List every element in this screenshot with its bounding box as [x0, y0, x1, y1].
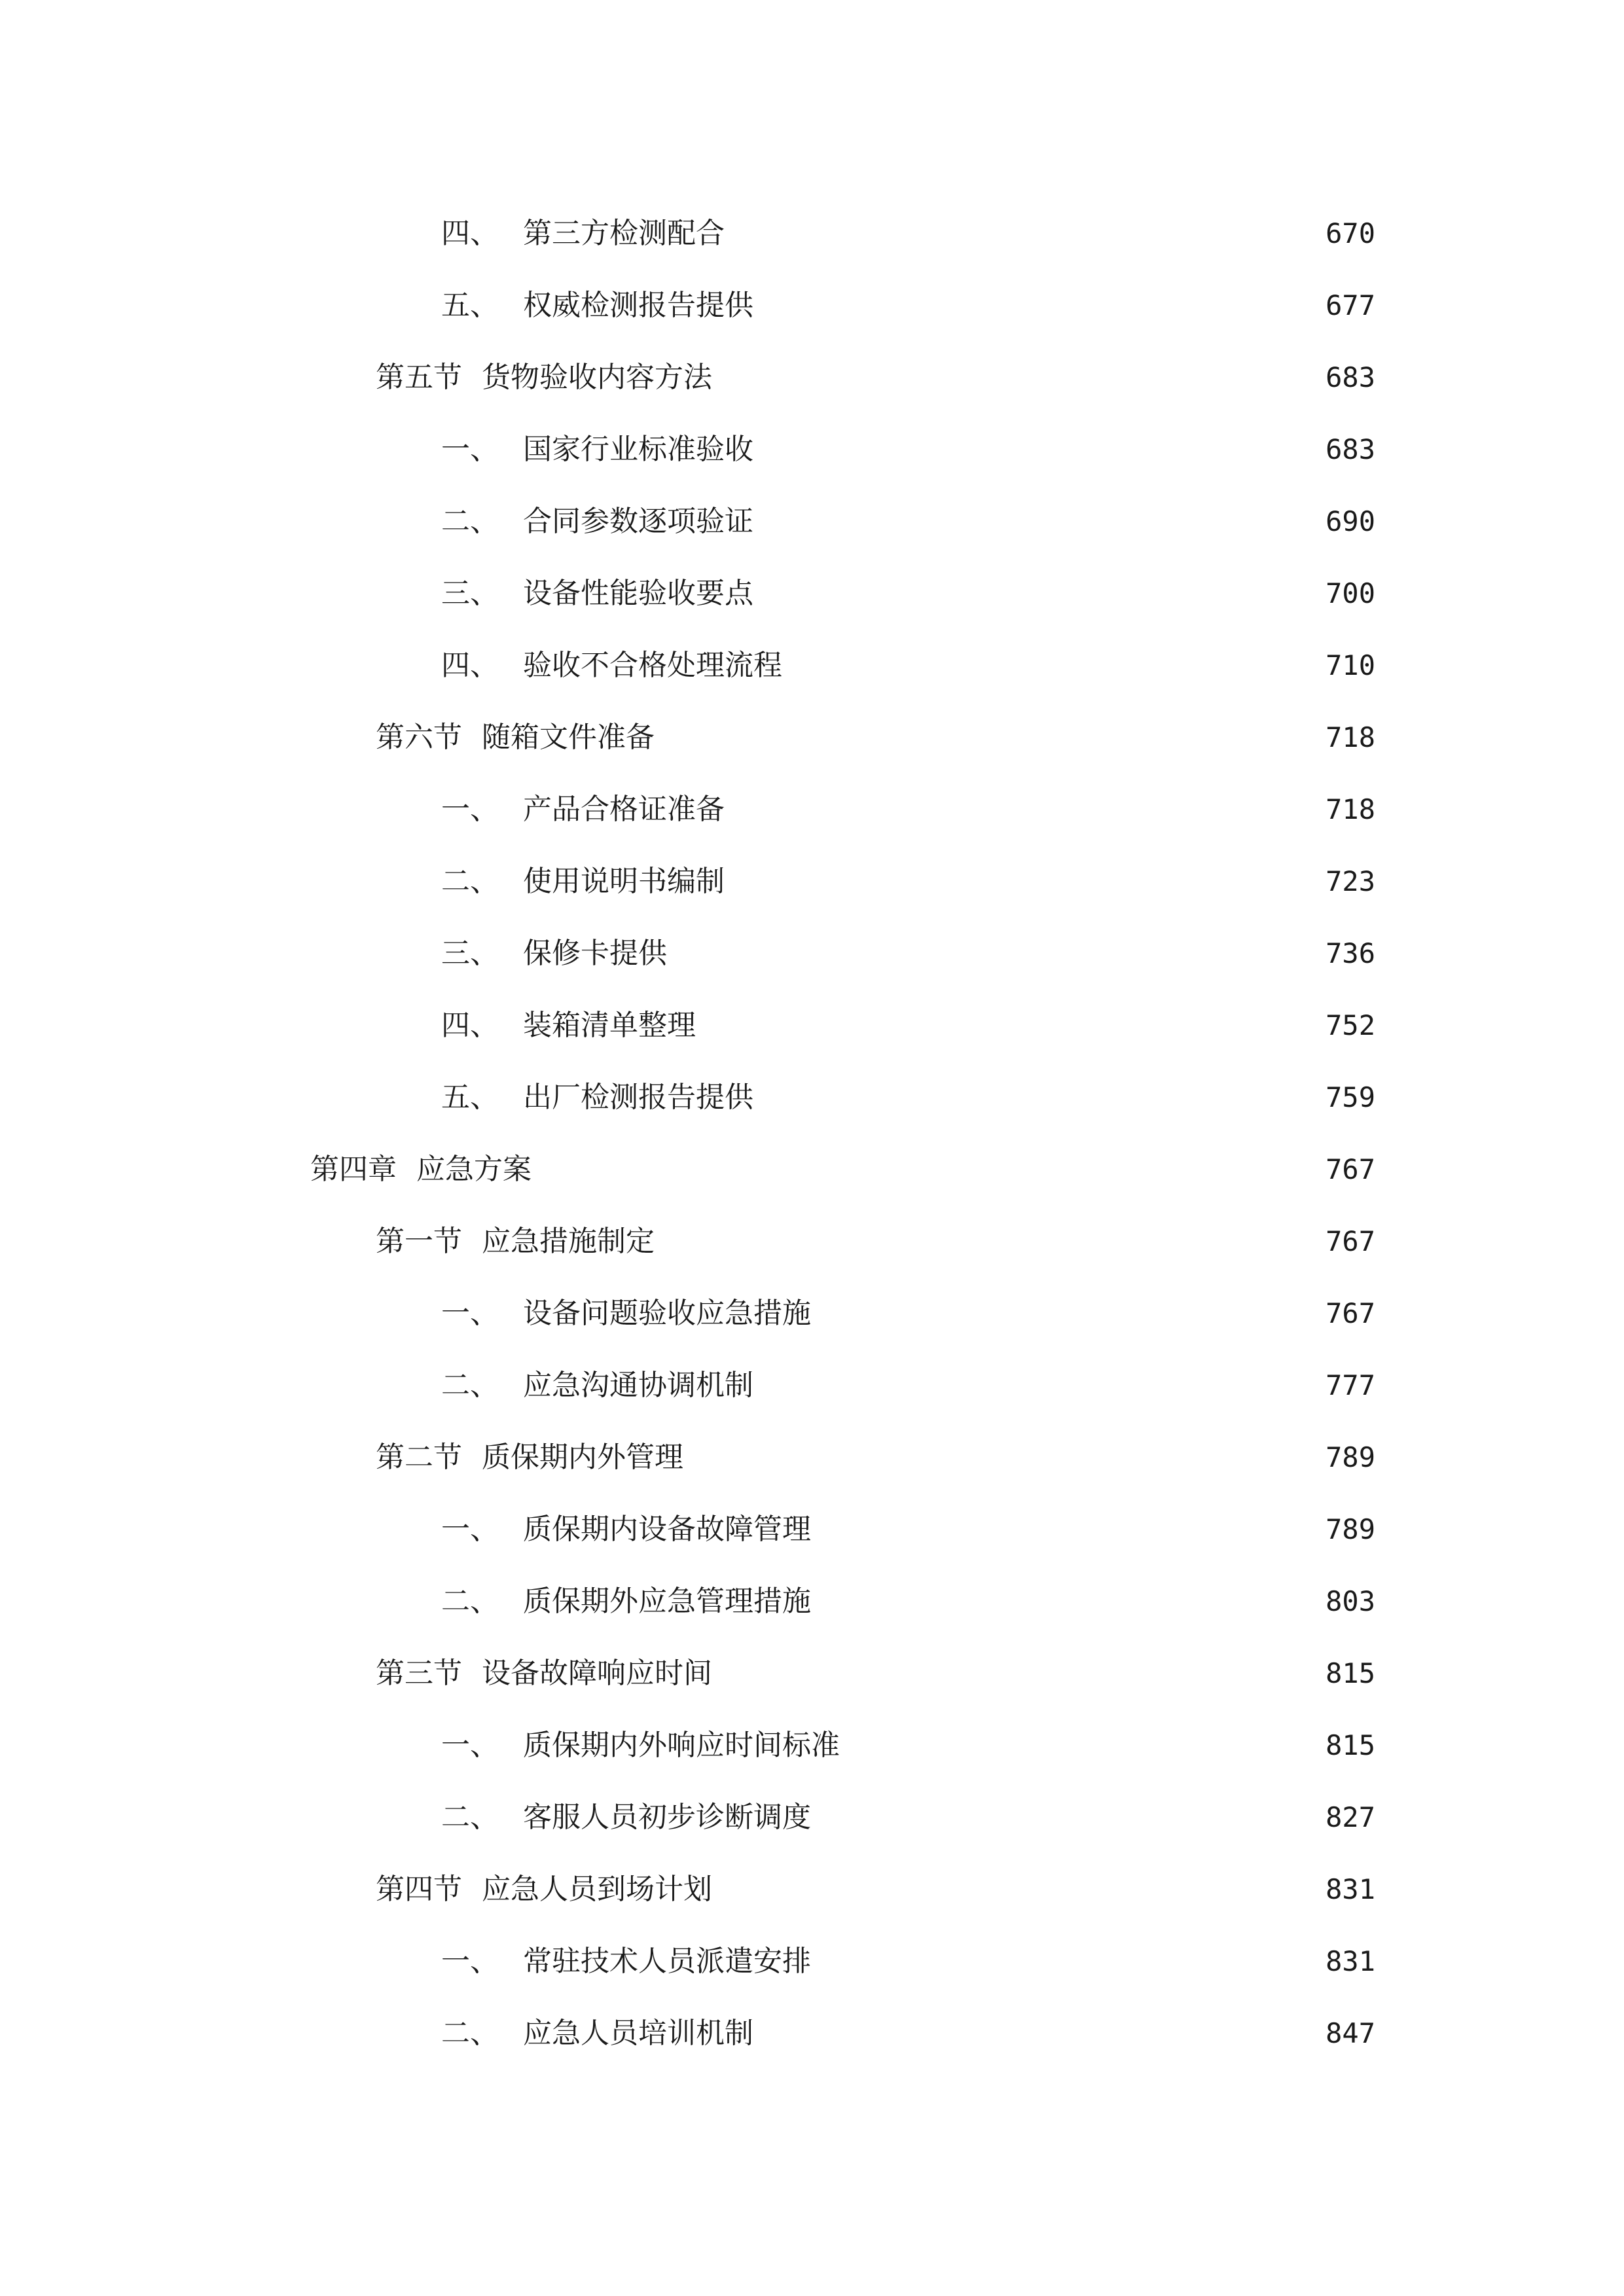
toc-entry[interactable] — [0, 486, 1624, 558]
dot-leader — [734, 214, 1307, 253]
toc-entry-page-number: 767 — [1326, 1297, 1375, 1329]
toc-entry-page-number: 815 — [1326, 1657, 1375, 1689]
toc-entry-page-number: 831 — [1326, 1945, 1375, 1977]
toc-entry-page-number: 723 — [1326, 865, 1375, 897]
toc-entry-page-number: 847 — [1326, 2017, 1375, 2049]
toc-entry-page-number: 718 — [1326, 721, 1375, 753]
toc-entry-number: 五、 — [441, 1081, 499, 1114]
toc-entry[interactable] — [0, 1710, 1624, 1782]
toc-entry-title: 应急沟通协调机制 — [523, 1369, 753, 1402]
toc-entry-number: 一、 — [441, 433, 499, 466]
toc-entry-number: 一、 — [441, 1729, 499, 1762]
toc-entry[interactable] — [0, 1566, 1624, 1638]
toc-entry-number: 第四节 — [376, 1873, 462, 1906]
toc-entry-title: 常驻技术人员派遣安排 — [523, 1945, 811, 1978]
toc-entry-number: 二、 — [441, 1585, 499, 1618]
dot-leader — [763, 2014, 1307, 2053]
toc-entry-title: 国家行业标准验收 — [523, 433, 753, 466]
toc-entry-number: 第五节 — [376, 361, 462, 394]
toc-entry-title: 保修卡提供 — [523, 937, 667, 970]
toc-entry-number: 二、 — [441, 1369, 499, 1402]
toc-entry-page-number: 767 — [1326, 1153, 1375, 1185]
toc-entry-number: 四、 — [441, 1009, 499, 1042]
toc-entry-page-number: 683 — [1326, 361, 1375, 393]
toc-entry[interactable] — [0, 774, 1624, 846]
toc-entry-page-number: 815 — [1326, 1729, 1375, 1761]
toc-entry-title: 使用说明书编制 — [523, 865, 725, 898]
toc-entry-number: 一、 — [441, 1297, 499, 1330]
toc-entry-title: 质保期内外响应时间标准 — [523, 1729, 840, 1762]
toc-entry[interactable] — [0, 1494, 1624, 1566]
toc-entry-page-number: 736 — [1326, 937, 1375, 969]
dot-leader — [820, 1798, 1307, 1837]
toc-entry-number: 二、 — [441, 865, 499, 898]
toc-entry[interactable] — [0, 630, 1624, 702]
toc-entry-number: 二、 — [441, 505, 499, 538]
dot-leader — [820, 1510, 1307, 1549]
toc-entry[interactable] — [0, 1350, 1624, 1422]
toc-entry-number: 四、 — [441, 649, 499, 682]
toc-entry-title: 质保期外应急管理措施 — [523, 1585, 811, 1618]
toc-entry-title: 应急措施制定 — [482, 1225, 655, 1258]
dot-leader — [705, 1006, 1307, 1045]
dot-leader — [721, 1870, 1307, 1909]
toc-entry-title: 应急方案 — [416, 1153, 532, 1186]
toc-entry-title: 随箱文件准备 — [482, 721, 655, 754]
toc-entry-page-number: 700 — [1326, 577, 1375, 609]
toc-entry-number: 第二节 — [376, 1441, 462, 1474]
toc-entry-title: 应急人员到场计划 — [482, 1873, 712, 1906]
toc-entry-page-number: 803 — [1326, 1585, 1375, 1617]
toc-entry[interactable] — [0, 270, 1624, 342]
toc-entry[interactable] — [0, 846, 1624, 918]
dot-leader — [763, 1078, 1307, 1117]
dot-leader — [763, 1366, 1307, 1405]
toc-entry-title: 质保期内设备故障管理 — [523, 1513, 811, 1546]
dot-leader — [734, 790, 1307, 829]
toc-entry-title: 合同参数逐项验证 — [523, 505, 753, 538]
toc-entry-page-number: 752 — [1326, 1009, 1375, 1041]
toc-entry-page-number: 789 — [1326, 1513, 1375, 1545]
toc-entry-page-number: 670 — [1326, 217, 1375, 249]
dot-leader — [820, 1294, 1307, 1333]
toc-entry-title: 设备性能验收要点 — [523, 577, 753, 610]
dot-leader — [664, 1222, 1307, 1261]
toc-entry-number: 一、 — [441, 1945, 499, 1978]
dot-leader — [849, 1726, 1307, 1765]
toc-entry-page-number: 710 — [1326, 649, 1375, 681]
dot-leader — [763, 430, 1307, 469]
toc-entry-page-number: 789 — [1326, 1441, 1375, 1473]
toc-entry-page-number: 827 — [1326, 1801, 1375, 1833]
toc-entry[interactable] — [0, 1998, 1624, 2070]
toc-entry[interactable] — [0, 1134, 1624, 1206]
dot-leader — [664, 718, 1307, 757]
toc-entry-page-number: 777 — [1326, 1369, 1375, 1401]
dot-leader — [676, 934, 1307, 973]
toc-entry-page-number: 683 — [1326, 433, 1375, 465]
toc-entry-title: 权威检测报告提供 — [523, 289, 753, 322]
toc-entry[interactable] — [0, 414, 1624, 486]
toc-entry-title: 设备问题验收应急措施 — [523, 1297, 811, 1330]
toc-entry-title: 设备故障响应时间 — [482, 1657, 712, 1690]
toc-entry-number: 三、 — [441, 937, 499, 970]
toc-entry-number: 二、 — [441, 2017, 499, 2050]
dot-leader — [541, 1150, 1307, 1189]
toc-entry-title: 出厂检测报告提供 — [523, 1081, 753, 1114]
toc-entry-number: 二、 — [441, 1801, 499, 1834]
toc-entry-number: 五、 — [441, 289, 499, 322]
toc-entry-title: 产品合格证准备 — [523, 793, 725, 826]
dot-leader — [693, 1438, 1307, 1477]
dot-leader — [791, 646, 1307, 685]
toc-entry[interactable] — [0, 1782, 1624, 1854]
table-of-contents — [0, 198, 1624, 2070]
toc-entry-page-number: 718 — [1326, 793, 1375, 825]
toc-entry-number: 三、 — [441, 577, 499, 610]
toc-entry-title: 货物验收内容方法 — [482, 361, 712, 394]
toc-entry-title: 验收不合格处理流程 — [523, 649, 782, 682]
toc-entry-page-number: 759 — [1326, 1081, 1375, 1113]
toc-entry[interactable] — [0, 558, 1624, 630]
toc-entry-number: 第四章 — [310, 1153, 397, 1186]
dot-leader — [763, 286, 1307, 325]
dot-leader — [763, 502, 1307, 541]
toc-entry[interactable] — [0, 1062, 1624, 1134]
toc-entry-title: 客服人员初步诊断调度 — [523, 1801, 811, 1834]
toc-entry-number: 第一节 — [376, 1225, 462, 1258]
toc-entry[interactable] — [0, 1926, 1624, 1998]
dot-leader — [734, 862, 1307, 901]
toc-entry[interactable] — [0, 990, 1624, 1062]
dot-leader — [721, 1654, 1307, 1693]
toc-entry[interactable] — [0, 918, 1624, 990]
toc-entry[interactable] — [0, 702, 1624, 774]
toc-entry-page-number: 831 — [1326, 1873, 1375, 1905]
dot-leader — [820, 1942, 1307, 1981]
toc-entry-page-number: 690 — [1326, 505, 1375, 537]
toc-entry[interactable] — [0, 1206, 1624, 1278]
toc-entry-title: 第三方检测配合 — [523, 217, 725, 250]
toc-entry[interactable] — [0, 1638, 1624, 1710]
toc-entry[interactable] — [0, 342, 1624, 414]
toc-entry-number: 一、 — [441, 793, 499, 826]
toc-entry-number: 第三节 — [376, 1657, 462, 1690]
toc-entry-title: 装箱清单整理 — [523, 1009, 696, 1042]
toc-entry-number: 第六节 — [376, 721, 462, 754]
toc-entry-number: 四、 — [441, 217, 499, 250]
toc-entry-page-number: 677 — [1326, 289, 1375, 321]
dot-leader — [820, 1582, 1307, 1621]
toc-entry-page-number: 767 — [1326, 1225, 1375, 1257]
toc-entry-title: 应急人员培训机制 — [523, 2017, 753, 2050]
toc-entry-title: 质保期内外管理 — [482, 1441, 683, 1474]
toc-entry[interactable] — [0, 1278, 1624, 1350]
dot-leader — [721, 358, 1307, 397]
toc-entry[interactable] — [0, 198, 1624, 270]
toc-entry[interactable] — [0, 1422, 1624, 1494]
toc-entry[interactable] — [0, 1854, 1624, 1926]
dot-leader — [763, 574, 1307, 613]
toc-entry-number: 一、 — [441, 1513, 499, 1546]
